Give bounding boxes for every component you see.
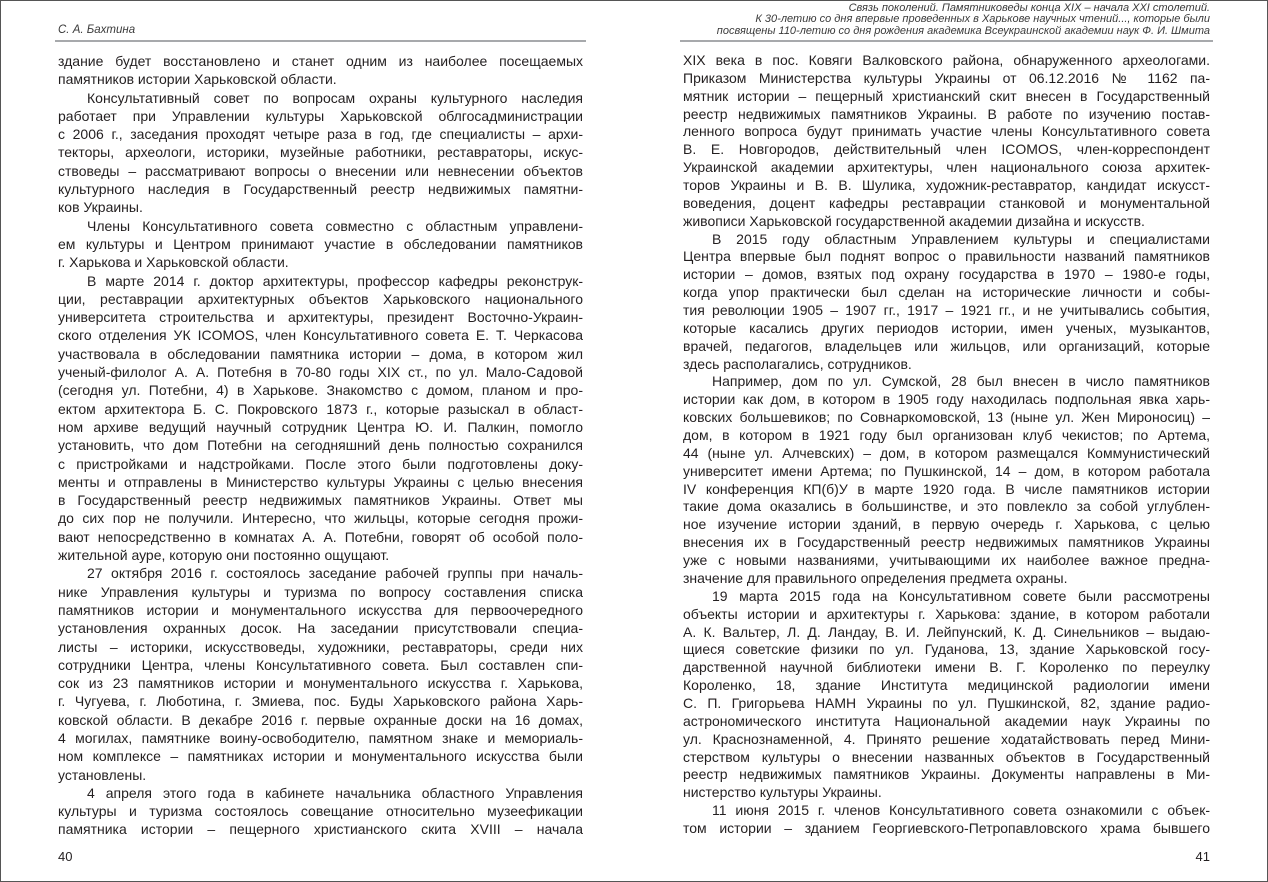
text-line: 4 апреля этого года в кабинете начальника областного Управления [87, 784, 583, 801]
text-line: врачей, педагогов, владельцев или жильцов, или организаций, которые [683, 337, 1210, 354]
text-line: XIX века в пос. Ковяги Валковского района, обнаруженного археологами. [683, 52, 1210, 68]
text-line: ковских большевиков; по Совнаркомовской, 13 (ныне ул. Жен Мироносиц) – [683, 409, 1210, 426]
text-line: 44 (ныне ул. Алчевских) – дом, в котором размещался Коммунистический [683, 444, 1210, 461]
paragraph [683, 373, 1210, 587]
paragraph [58, 52, 583, 89]
text-line: когда упор практически был сделан на исторические личности и собы- [683, 284, 1210, 301]
text-line: памятника истории – пещерного христианского скита XVIII – начала [58, 821, 583, 838]
running-title-line: Связь поколений. Памятниковеды конца XIX – начала XXI столетий. [848, 1, 1210, 14]
text-line: ковской области. В декабре 2016 г. первые охранные доски на 16 домах, [58, 711, 583, 728]
running-title-line: К 30-летию со дня впервые проведенных в Харькове научных чтений..., которые были [755, 13, 1210, 25]
text-line: ем культуры и Центром принимают участие в обследовании памятников [58, 235, 583, 252]
text-line: установить, что дом Потебни на сегодняшний день полностью сохранился [58, 437, 583, 454]
text-line: истории как дом, в котором в 1905 году находилась подпольная явка харь- [683, 391, 1210, 408]
text-line: ского отделения УК ICOMOS, член Консультативного совета Е. Т. Черкасова [58, 327, 583, 344]
text-line: с 2006 г., заседания проходят четыре раза в год, где специалисты – архи- [58, 126, 583, 143]
text-line: ленного вопроса будут принимать участие члены Консультативного совета [683, 123, 1210, 140]
text-line: ектом архитектора Б. С. Покровского 1873 г., которые разыскал в област- [58, 400, 583, 417]
text-line: вают непосредственно в комнатах А. А. Потебни, говорят об особой поло- [58, 528, 583, 545]
text-line: щиеся советские физики по ул. Гуданова, 13, здание Харьковской госу- [683, 641, 1210, 658]
text-line: здесь располагались, сотрудников. [683, 355, 912, 372]
running-title [717, 3, 1210, 38]
page-number: 41 [1195, 849, 1210, 864]
text-line: г. Чугуева, г. Люботина, г. Змиева, пос. Буды Харьковского района Харь- [58, 693, 583, 710]
text-line: ном архиве ведущий научный сотрудник Центра Ю. И. Палкин, помогло [58, 418, 583, 435]
text-line: IV конференция КП(б)У в марте 1920 года. В числе памятников истории [683, 480, 1210, 497]
text-line: стерством культуры о внесении названных объектов в Государственный [683, 748, 1210, 765]
text-line: мятник истории – пещерный христианский скит внесен в Государственный [683, 87, 1210, 104]
text-line: Украинской академии архитектуры, член национального союза архитек- [683, 159, 1210, 176]
paragraph [58, 564, 583, 784]
text-line: Консультативный совет по вопросам охраны культурного наследия [87, 89, 583, 106]
text-line: установлены. [58, 766, 147, 783]
page-left [58, 0, 583, 882]
text-line: дарственной научной библиотеки имени В. Г. Короленко по переулку [683, 659, 1210, 676]
text-line: В 2015 году областным Управлением культуры и специалистами [712, 230, 1210, 247]
text-line: такие дома оказались в большинстве, и это повлекло за собой углублен- [683, 498, 1210, 515]
text-line: до сих пор не получили. Интересно, что жильцы, которые сегодня прожи- [58, 510, 583, 527]
text-line: листы – историки, искусствоведы, художники, реставраторы, среди них [58, 638, 583, 655]
text-line: университета строительства и архитектуры, президент Восточно-Украин- [58, 309, 583, 326]
text-line: ном комплексе – памятниках истории и монументального искусства были [58, 748, 583, 765]
text-line: В марте 2014 г. доктор архитектуры, профессор кафедры реконструк- [87, 272, 583, 289]
text-line: А. К. Вальтер, Л. Д. Ландау, В. И. Лейпунский, К. Д. Синельников – выдаю- [683, 623, 1210, 640]
text-line: Члены Консультативного совета совместно с областным управлени- [87, 217, 583, 234]
text-line: установления охранных досок. На заседании присутствовали специа- [58, 620, 583, 637]
text-line: торов Украины и В. В. Шулика, художник-реставратор, кандидат искусст- [683, 177, 1210, 194]
paragraph [683, 231, 1210, 374]
text-line: тия революции 1905 – 1907 гг., 1917 – 1921 гг., и не учитывались события, [683, 302, 1210, 319]
text-line: (сегодня ул. Потебни, 4) в Харькове. Знакомство с домом, планом и про- [58, 382, 583, 399]
text-line: объекты истории и архитектуры г. Харькова: здание, в котором работали [683, 605, 1210, 622]
page-number: 40 [58, 849, 73, 864]
text-line: 27 октября 2016 г. состоялось заседание рабочей группы при началь- [87, 565, 583, 582]
text-line: участвовала в обследовании памятника истории – дома, в котором жил [58, 345, 583, 362]
page-right [683, 0, 1210, 882]
text-line: В. Е. Новгородов, действительный член ICOMOS, член-корреспондент [683, 141, 1210, 158]
text-line: астрономического института Национальной академии наук Украины по [683, 712, 1210, 729]
text-line: ции, реставрации архитектурных объектов Харьковского национального [58, 290, 583, 307]
text-line: реестр недвижимых памятников Украины. Документы направлены в Ми- [683, 766, 1210, 783]
text-line: г. Харькова и Харьковской области. [58, 254, 289, 271]
text-line: Короленко, 18, здание Института медицинской радиологии имени [683, 677, 1210, 694]
paragraph [58, 217, 583, 272]
text-line: в Государственный реестр недвижимых памятников Украины. Ответ мы [58, 492, 583, 509]
text-line: ул. Краснознаменной, 4. Принято решение ходатайствовать перед Мини- [683, 730, 1210, 747]
text-line: значение для правильного определения предмета охраны. [683, 569, 1068, 586]
text-line: Центра впервые был поднят вопрос о правильности названий памятников [683, 248, 1210, 265]
paragraph [683, 588, 1210, 802]
text-line: нике Управления культуры и туризма по вопросу составления списка [58, 583, 583, 600]
text-line: культурного наследия в Государственный реестр недвижимых памятни- [58, 181, 583, 198]
text-line: здание будет восстановлено и станет одним из наиболее посещаемых [58, 53, 583, 69]
page-header [55, 0, 586, 42]
text-line: уже с новыми названиями, учитывающими их наиболее важное предна- [683, 552, 1210, 569]
text-line: ное изучение истории зданий, в первую очередь г. Харькова, с целью [683, 516, 1210, 533]
page-body [683, 52, 1210, 838]
text-line: живописи Харьковской государственной академии дизайна и искусств. [683, 212, 1145, 229]
text-line: памятников истории Харьковской области. [58, 71, 337, 88]
paragraph [683, 802, 1210, 838]
text-line: Например, дом по ул. Сумской, 28 был внесен в число памятников [712, 373, 1210, 390]
text-line: жительной ауре, которую они постоянно ощущают. [58, 547, 390, 564]
text-line: 11 июня 2015 г. членов Консультативного совета ознакомили с объек- [712, 802, 1210, 819]
text-line: менты и отправлены в Министерство культуры Украины с целью внесения [58, 473, 583, 490]
text-line: сок из 23 памятников истории и монументального искусства г. Харькова, [58, 675, 583, 692]
text-line: нистерство культуры Украины. [683, 784, 882, 801]
text-line: реестр недвижимых памятников Украины. В работе по изучению постав- [683, 105, 1210, 122]
text-line: ствоведы – рассматривают вопросы о внесении или невнесении объектов [58, 162, 583, 179]
text-line: памятников истории и монументального искусства для первоочередного [58, 601, 583, 618]
paragraph [683, 52, 1210, 231]
header-author: С. А. Бахтина [58, 24, 136, 36]
text-line: сотрудники Центра, члены Консультативного совета. Был составлен спи- [58, 656, 583, 673]
text-line: 4 могилах, памятнике воину-освободителю, памятном знаке и мемориаль- [58, 729, 583, 746]
paragraph [58, 784, 583, 839]
text-line: с пристройками и надстройками. После этого были подготовлены доку- [58, 455, 583, 472]
text-line: которые касались других периодов истории, имен ученых, музыкантов, [683, 319, 1210, 336]
running-title-line: посвящены 110-летию со дня рождения академика Всеукраинской академии наук Ф. И. Шмита [716, 24, 1210, 37]
text-line: ков Украины. [58, 199, 143, 216]
text-line: Приказом Министерства культуры Украины от 06.12.2016 № 1162 па- [683, 69, 1210, 86]
paragraph [58, 272, 583, 565]
text-line: ученый-филолог А. А. Потебня в 70-80 годы XIX ст., по ул. Мало-Садовой [58, 364, 583, 381]
text-line: том истории – зданием Георгиевского-Петропавловского храма бывшего [683, 819, 1210, 836]
text-line: воведения, доцент кафедры реставрации станковой и монументальной [683, 194, 1210, 211]
text-line: культуры и туризма состоялось совещание относительно музеефикации [58, 803, 583, 820]
text-line: внесения их в Государственный реестр недвижимых памятников Украины [683, 534, 1210, 551]
text-line: 19 марта 2015 года на Консультативном совете были рассмотрены [712, 587, 1210, 604]
paragraph [58, 89, 583, 217]
text-line: истории – домов, взятых под охрану государства в 1970 – 1980-е годы, [683, 266, 1210, 283]
text-line: работает при Управлении культуры Харьковской облгосадминистрации [58, 107, 583, 124]
page-body [58, 52, 583, 839]
text-line: университет имени Артема; по Пушкинской, 14 – дом, в котором работала [683, 462, 1210, 479]
text-line: С. П. Григорьева НАМН Украины по ул. Пушкинской, 82, здание радио- [683, 694, 1210, 711]
text-line: дом, в котором в 1921 году был организован клуб чекистов; по Артема, [683, 427, 1210, 444]
page-header [680, 0, 1213, 42]
text-line: текторы, археологи, историки, музейные работники, реставраторы, искус- [58, 144, 583, 161]
